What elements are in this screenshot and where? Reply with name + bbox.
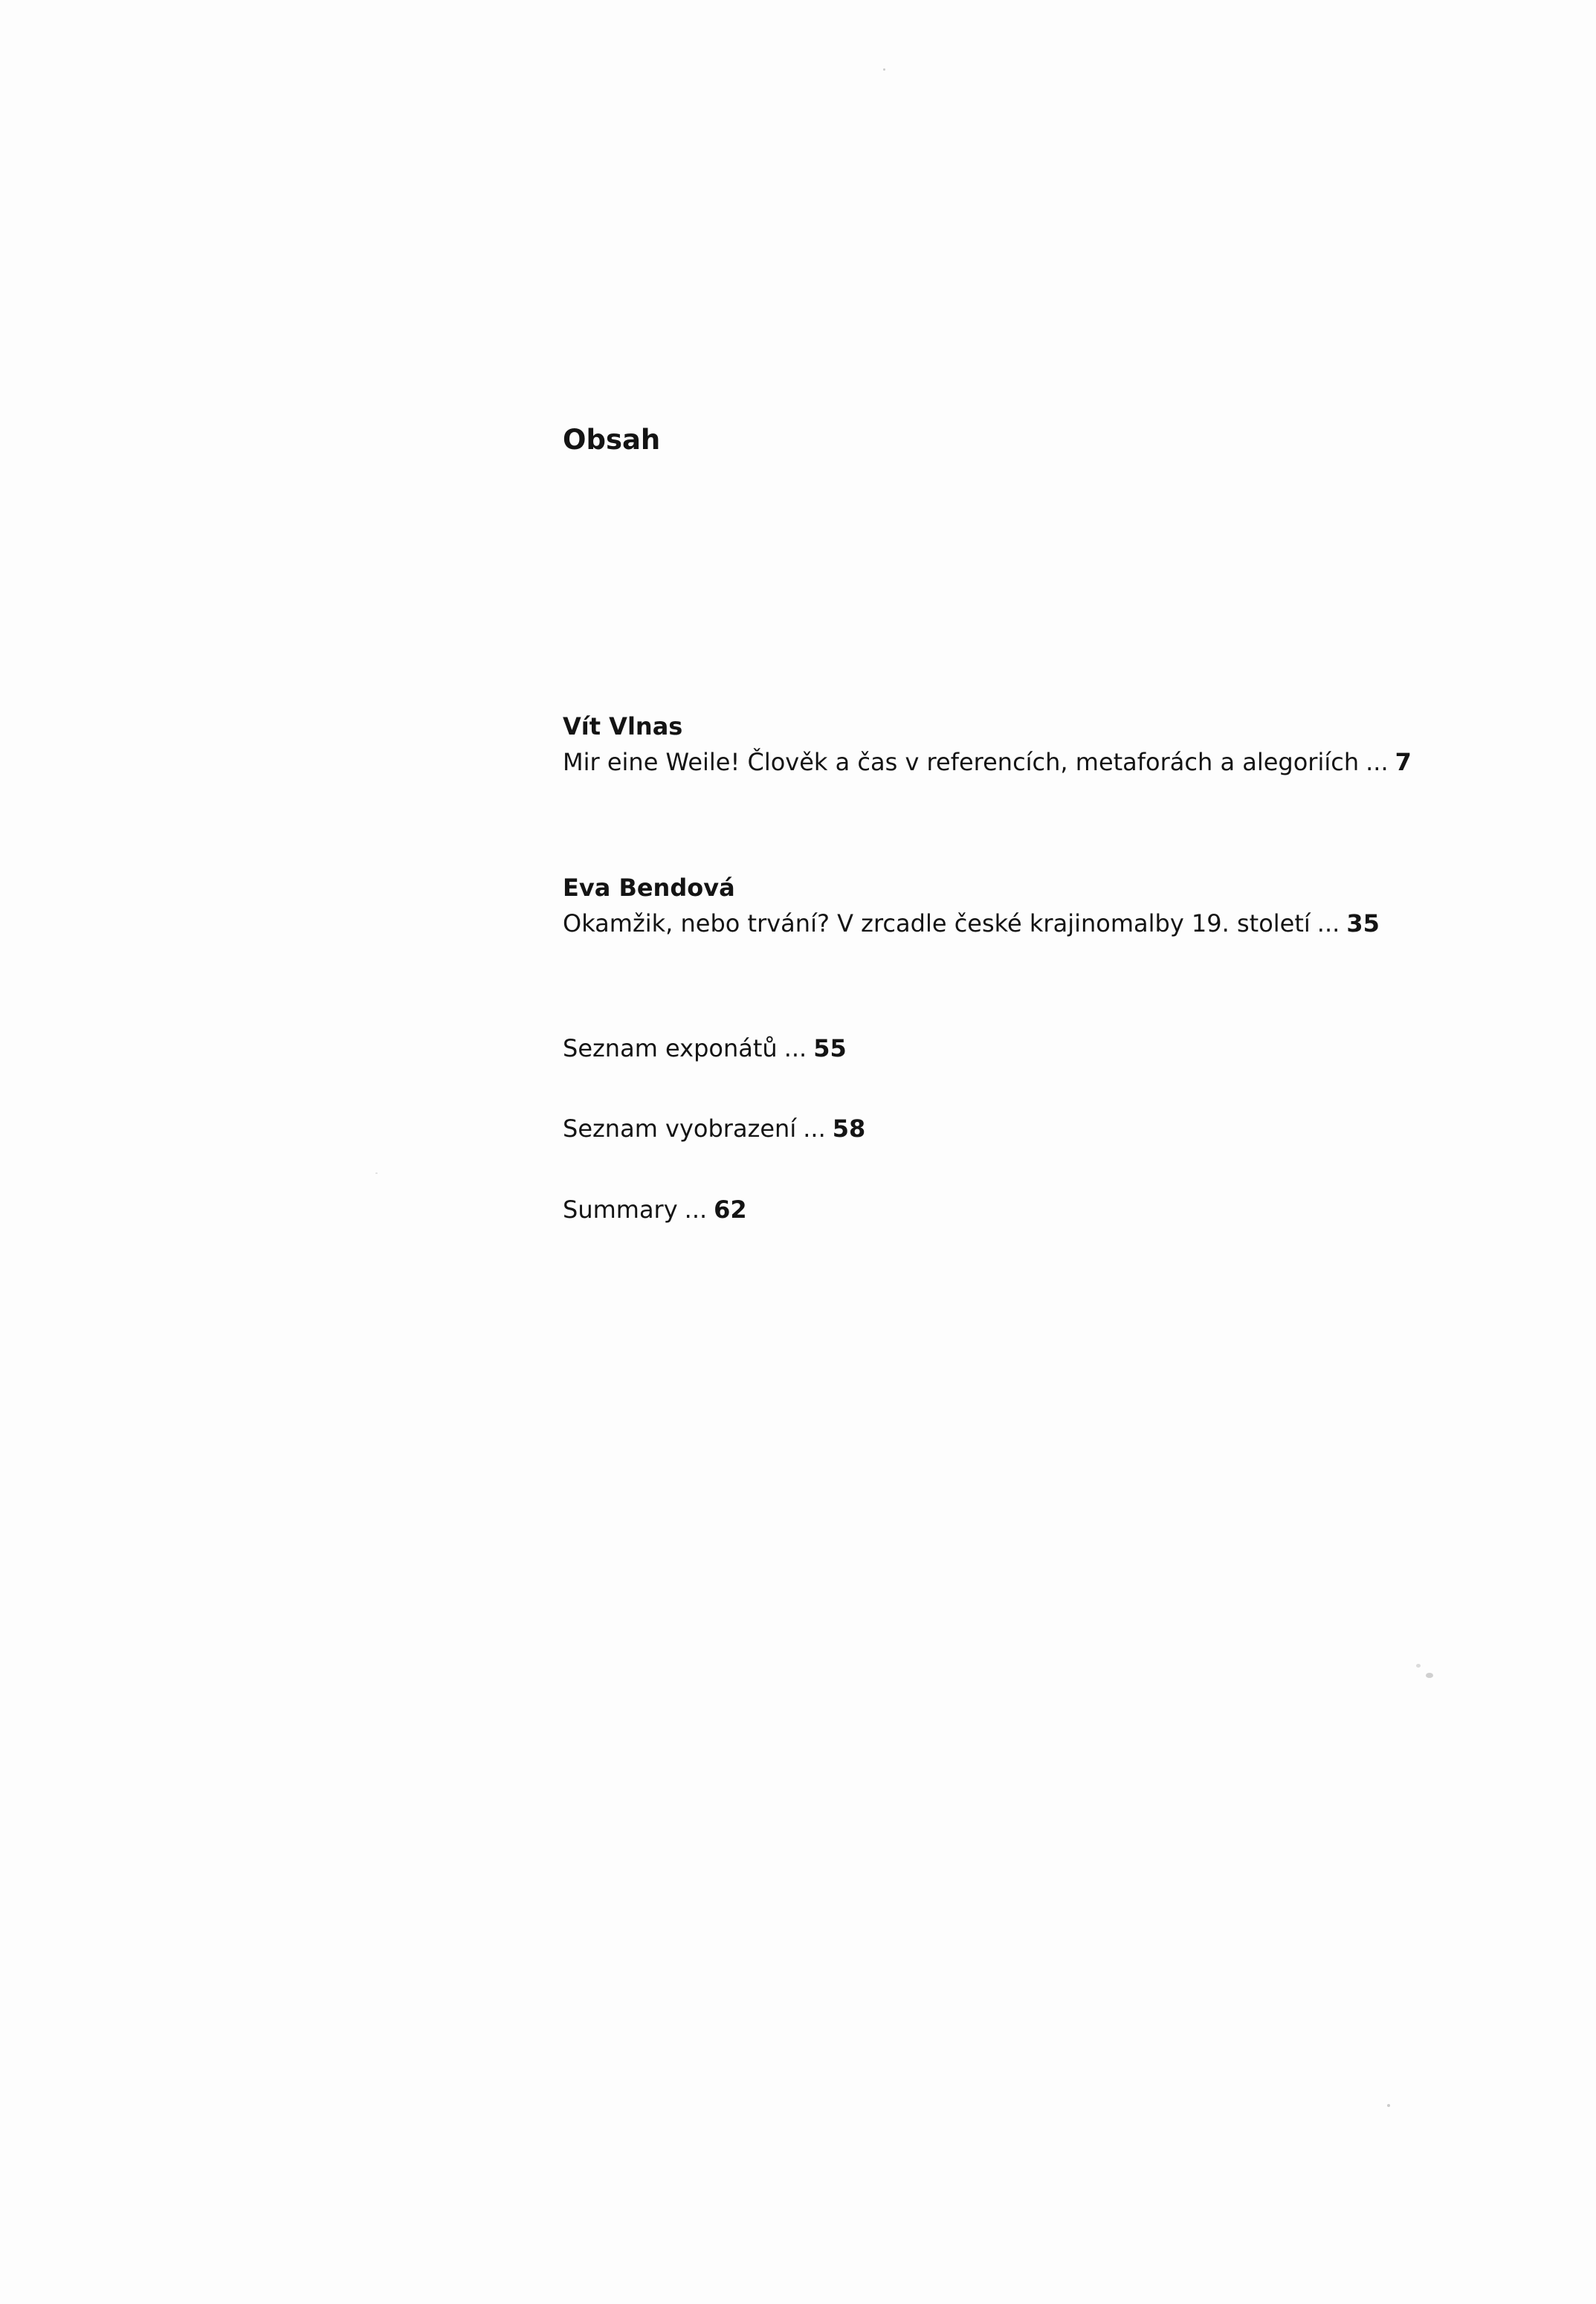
scan-speck (1416, 1664, 1421, 1668)
page-number: 58 (832, 1114, 866, 1143)
page-number: 55 (813, 1034, 847, 1062)
page-title: Obsah (563, 424, 661, 456)
essay-entry-2 (563, 909, 1380, 938)
leader-dots: ... (684, 1195, 708, 1224)
leader-dots: ... (1316, 909, 1340, 938)
page-number: 62 (714, 1195, 747, 1224)
appendix-title-1: Seznam exponátů (563, 1034, 778, 1062)
leader-dots: ... (803, 1114, 826, 1143)
essay-entry-1 (563, 748, 1412, 776)
essay-author-2: Eva Bendová (563, 874, 735, 902)
essay-author-1: Vít Vlnas (563, 712, 683, 740)
scan-speck (1426, 1673, 1433, 1678)
leader-dots: ... (784, 1034, 807, 1062)
page-number: 7 (1395, 748, 1412, 776)
appendix-entry-1 (563, 1034, 847, 1062)
scan-speck (1387, 2104, 1390, 2107)
appendix-title-3: Summary (563, 1195, 678, 1224)
leader-dots: ... (1366, 748, 1389, 776)
appendix-entry-2 (563, 1114, 865, 1143)
appendix-title-2: Seznam vyobrazení (563, 1114, 797, 1143)
essay-title-1: Mir eine Weile! Člověk a čas v referencích, metaforách a alegoriích (563, 748, 1360, 776)
scan-speck (883, 68, 885, 71)
page-number: 35 (1346, 909, 1380, 938)
scan-speck (375, 1172, 378, 1174)
essay-title-2: Okamžik, nebo trvání? V zrcadle české krajinomalby 19. století (563, 909, 1311, 938)
appendix-entry-3 (563, 1195, 747, 1224)
